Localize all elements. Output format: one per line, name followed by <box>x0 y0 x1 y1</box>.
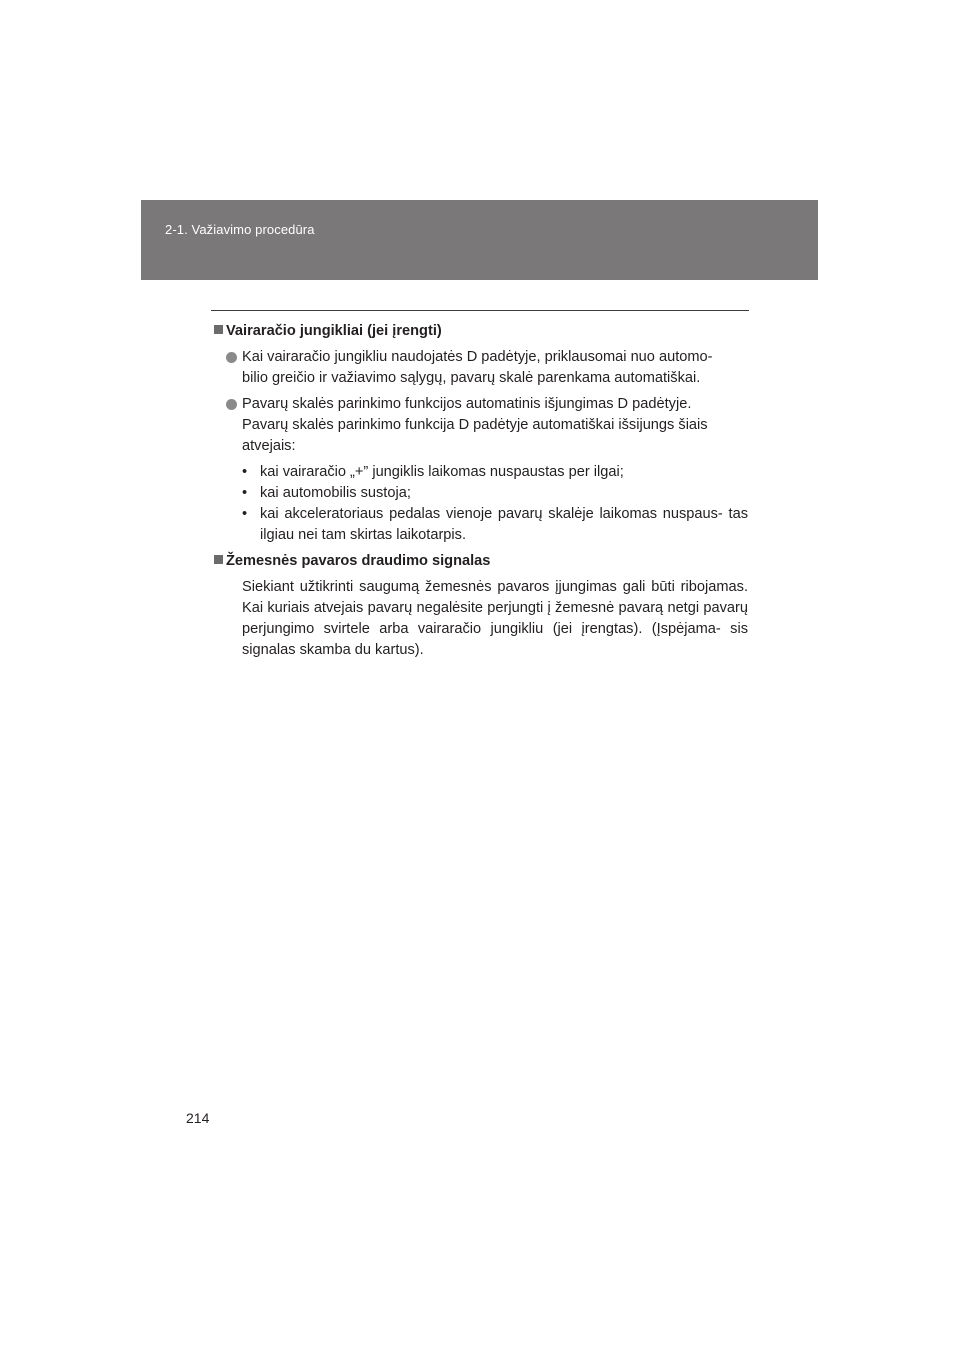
header-divider <box>211 310 749 311</box>
section-heading-downshift-signal <box>214 551 748 572</box>
dot-bullet-icon: • <box>242 506 248 522</box>
sub-list <box>242 462 748 546</box>
item-line: bilio greičio ir važiavimo sąlygų, pavarų skalė parenkama automatiškai. <box>242 370 701 386</box>
sub-list-item <box>242 462 748 483</box>
main-content <box>214 321 748 661</box>
section-heading-steering-switches <box>214 321 748 342</box>
chapter-title: 2-1. Važiavimo procedūra <box>165 222 315 237</box>
chapter-header-band <box>141 200 818 280</box>
list-item <box>214 394 748 457</box>
sub-item-text: kai akceleratoriaus pedalas vienoje pavarų skalėje laikomas nuspaus- tas ilgiau nei tam skirtas laikotarpis. <box>260 506 748 543</box>
square-bullet-icon <box>214 555 223 564</box>
sub-list-item <box>242 483 748 504</box>
section-heading-text: Žemesnės pavaros draudimo signalas <box>226 553 491 569</box>
sub-item-text: kai automobilis sustoja; <box>260 485 411 501</box>
item-line: atvejais: <box>242 438 296 454</box>
circle-bullet-icon <box>226 352 237 363</box>
list-item <box>214 347 748 389</box>
item-line: Pavarų skalės parinkimo funkcija D padėtyje automatiškai išsijungs šiais <box>242 417 708 433</box>
dot-bullet-icon: • <box>242 485 248 501</box>
page-number: 214 <box>186 1110 210 1126</box>
circle-bullet-icon <box>226 399 237 410</box>
item-line: Kai vairaračio jungikliu naudojatės D padėtyje, priklausomai nuo automo- <box>242 349 713 365</box>
section-paragraph: Siekiant užtikrinti saugumą žemesnės pavaros įjungimas gali būti ribojamas. Kai kuriais atvejais pavarų negalėsite perjungti į žemesnė pavarą netgi pavarų perjungimo svirtele arba vairaračio jungikliu (jei įrengtas). (Įspėjama- sis signalas skamba du kartus). <box>242 579 748 658</box>
square-bullet-icon <box>214 325 223 334</box>
item-line: Pavarų skalės parinkimo funkcijos automatinis išjungimas D padėtyje. <box>242 396 692 412</box>
section-heading-text: Vairaračio jungikliai (jei įrengti) <box>226 323 442 339</box>
dot-bullet-icon: • <box>242 464 248 480</box>
sub-item-text: kai vairaračio „+” jungiklis laikomas nuspaustas per ilgai; <box>260 464 624 480</box>
sub-list-item <box>242 504 748 546</box>
